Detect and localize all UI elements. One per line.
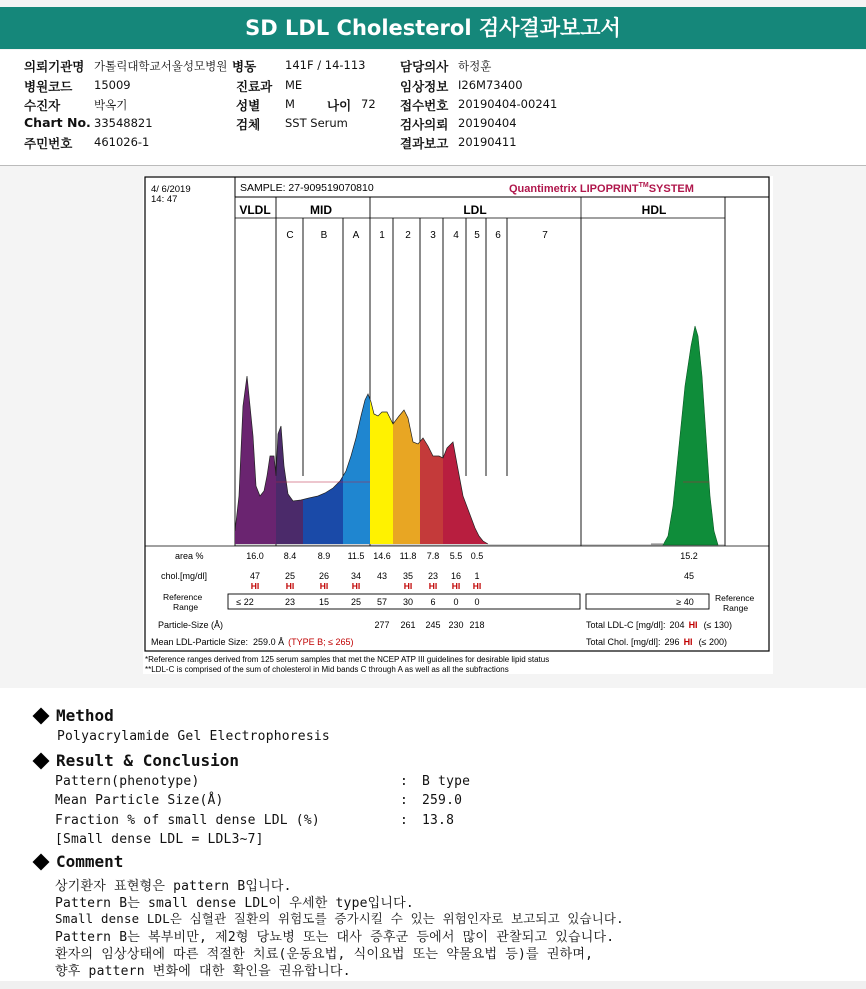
band-label-a: A — [352, 230, 360, 241]
ref-ldl1: 57 — [376, 597, 388, 607]
report-date: 4/ 6/2019 — [151, 184, 191, 195]
particle-size-ldl5: 218 — [469, 620, 485, 630]
patient-info-panel — [0, 50, 866, 166]
hi-flag-c: HI — [285, 581, 295, 591]
result-fraction-label: Fraction % of small dense LDL (%) — [55, 813, 320, 828]
chart-no-value: 33548821 — [94, 116, 153, 130]
result-pattern-sep: : — [400, 774, 409, 789]
report-date-label: 결과보고 — [400, 136, 449, 151]
chol-ldl2: 35 — [402, 571, 414, 581]
ref-vldl: ≤ 22 — [236, 597, 254, 607]
chol-ldl3: 23 — [427, 571, 439, 581]
age-label: 나이 — [327, 98, 352, 113]
ref-ldl4: 0 — [453, 597, 459, 607]
area-ldl1: 14.6 — [373, 551, 391, 561]
chol-ldl5: 1 — [474, 571, 480, 581]
method-text: Polyacrylamide Gel Electrophoresis — [57, 729, 330, 744]
request-date-value: 20190404 — [458, 116, 517, 130]
band-label-b: B — [320, 230, 328, 241]
comment-line: 환자의 임상상태에 따른 적절한 치료(운동요법, 식이요법 또는 약물요법 등)를 권하며, — [55, 947, 594, 962]
chol-ldl1: 43 — [376, 571, 388, 581]
result-bullet-icon — [33, 753, 50, 770]
request-date-label: 검사의뢰 — [400, 117, 449, 132]
particle-size-label: Particle-Size (Å) — [158, 620, 224, 630]
brand-name: Quantimetrix LIPOPRINT™SYSTEM — [509, 182, 694, 195]
band-label-2: 2 — [405, 230, 411, 241]
ref-ldl5: 0 — [474, 597, 480, 607]
result-size-value: 259.0 — [422, 793, 463, 808]
hi-flag-ldl5: HI — [472, 581, 482, 591]
institution-value: 가톨릭대학교서울성모병원 — [94, 59, 228, 73]
comment-line: Pattern B는 small dense LDL이 우세한 type입니다. — [55, 896, 414, 911]
method-bullet-icon — [33, 708, 50, 725]
particle-size-ldl3: 245 — [425, 620, 441, 630]
comment-line: 상기환자 표현형은 pattern B입니다. — [55, 879, 292, 894]
method-heading: Method — [56, 706, 114, 725]
particle-size-ldl4: 230 — [448, 620, 464, 630]
age-value: 72 — [361, 97, 376, 111]
chol-vldl: 47 — [249, 571, 261, 581]
comment-line: Small dense LDL은 심혈관 질환의 위험도를 증가시킬 수 있는 위험인자로 보고되고 있습니다. — [55, 911, 624, 926]
doctor-value: 하정훈 — [458, 59, 492, 73]
lipoprint-report — [143, 176, 773, 674]
id-label: 주민번호 — [24, 136, 73, 151]
ward-label: 병동 — [232, 59, 257, 74]
specimen-label: 검체 — [236, 117, 261, 132]
band-label-c: C — [286, 230, 294, 241]
band-label-4: 4 — [453, 230, 459, 241]
chol-ldl4: 16 — [450, 571, 462, 581]
specimen-value: SST Serum — [285, 116, 348, 130]
mean-size-line: Mean LDL-Particle Size: 259.0 Å (TYPE B; ≤ 265) — [151, 637, 354, 647]
area-vldl: 16.0 — [246, 551, 264, 561]
band-label-6: 6 — [495, 230, 501, 241]
report-title: SD LDL Cholesterol 검사결과보고서 — [0, 7, 866, 49]
ref-label-right-2: Range — [723, 603, 749, 613]
area-hdl: 15.2 — [680, 551, 698, 561]
footnote-1: *Reference ranges derived from 125 serum samples that met the NCEP ATP III guidelines for desirable lipid status — [145, 655, 550, 664]
receipt-no-value: 20190404-00241 — [458, 97, 558, 111]
band-label-7: 7 — [542, 230, 548, 241]
result-size-sep: : — [400, 793, 409, 808]
institution-label: 의뢰기관명 — [24, 59, 85, 74]
band-label-3: 3 — [430, 230, 436, 241]
receipt-no-label: 접수번호 — [400, 98, 449, 113]
result-pattern-value: B type — [422, 774, 471, 789]
ward-value: 141F / 14-113 — [285, 58, 366, 72]
particle-size-ldl1: 277 — [374, 620, 390, 630]
area-a: 11.5 — [347, 551, 365, 561]
result-heading: Result & Conclusion — [56, 751, 240, 770]
band-label-1: 1 — [379, 230, 385, 241]
dept-value: ME — [285, 78, 303, 92]
clinical-info-value: I26M73400 — [458, 78, 523, 92]
total-ldl-line: Total LDL-C [mg/dl]: 204 HI (≤ 130) — [586, 620, 733, 630]
ref-a: 25 — [350, 597, 362, 607]
area-ldl2: 11.8 — [399, 551, 417, 561]
hospital-code-label: 병원코드 — [24, 79, 73, 94]
area-ldl5: 0.5 — [470, 551, 484, 561]
report-date-value: 20190411 — [458, 135, 517, 149]
comment-bullet-icon — [33, 854, 50, 871]
hi-flag-ldl2: HI — [403, 581, 413, 591]
sex-label: 성별 — [236, 98, 261, 113]
patient-value: 박옥기 — [94, 98, 128, 112]
chol-row-label: chol.[mg/dl] — [161, 571, 208, 581]
hi-flag-ldl4: HI — [451, 581, 461, 591]
area-ldl3: 7.8 — [426, 551, 440, 561]
hi-flag-ldl3: HI — [428, 581, 438, 591]
chol-b: 26 — [318, 571, 330, 581]
ref-hdl: ≥ 40 — [676, 597, 694, 607]
ref-label-right-1: Reference — [715, 593, 755, 603]
id-value: 461026-1 — [94, 135, 150, 149]
total-chol-line: Total Chol. [mg/dl]: 296 HI (≤ 200) — [586, 637, 728, 647]
ref-label-2: Range — [173, 602, 199, 612]
area-b: 8.9 — [317, 551, 331, 561]
dept-label: 진료과 — [236, 79, 273, 94]
band-label-5: 5 — [474, 230, 480, 241]
hospital-code-value: 15009 — [94, 78, 131, 92]
patient-label: 수진자 — [24, 98, 61, 113]
area-c: 8.4 — [283, 551, 297, 561]
comment-line: Pattern B는 복부비만, 제2형 당뇨병 또는 대사 증후군 등에서 많이 관찰되고 있습니다. — [55, 930, 615, 945]
ref-c: 23 — [284, 597, 296, 607]
chol-hdl: 45 — [683, 571, 695, 581]
result-size-label: Mean Particle Size(Å) — [55, 793, 224, 808]
hi-flag-a: HI — [351, 581, 361, 591]
clinical-info-label: 임상정보 — [400, 79, 449, 94]
result-pattern-label: Pattern(phenotype) — [55, 774, 200, 789]
ref-ldl3: 6 — [430, 597, 436, 607]
doctor-label: 담당의사 — [400, 59, 449, 74]
group-ldl-label: LDL — [463, 203, 487, 217]
comment-line: 향후 pattern 변화에 대한 확인을 권유합니다. — [55, 964, 351, 979]
ref-label-1: Reference — [163, 592, 203, 602]
result-note: [Small dense LDL = LDL3~7] — [55, 832, 264, 847]
ref-b: 15 — [318, 597, 330, 607]
particle-size-ldl2: 261 — [400, 620, 416, 630]
report-time: 14: 47 — [151, 194, 178, 205]
group-mid-label: MID — [310, 203, 332, 217]
area-row-label: area % — [175, 551, 204, 561]
ref-ldl2: 30 — [402, 597, 414, 607]
footnote-2: **LDL-C is comprised of the sum of cholesterol in Mid bands C through A as well as all the subfractions — [145, 665, 509, 674]
sex-value: M — [285, 97, 295, 111]
lipoprint-svg — [143, 176, 773, 674]
area-ldl4: 5.5 — [449, 551, 463, 561]
group-vldl-label: VLDL — [239, 203, 271, 217]
chol-a: 34 — [350, 571, 362, 581]
conclusion-section — [0, 688, 866, 981]
hi-flag-b: HI — [319, 581, 329, 591]
sample-id: SAMPLE: 27-909519070810 — [240, 182, 374, 194]
chart-no-label: Chart No. — [24, 115, 91, 130]
comment-heading: Comment — [56, 852, 124, 871]
hi-flag-vldl: HI — [250, 581, 260, 591]
result-fraction-sep: : — [400, 813, 409, 828]
chol-c: 25 — [284, 571, 296, 581]
result-fraction-value: 13.8 — [422, 813, 455, 828]
page-footer — [0, 981, 866, 989]
group-hdl-label: HDL — [641, 203, 667, 217]
